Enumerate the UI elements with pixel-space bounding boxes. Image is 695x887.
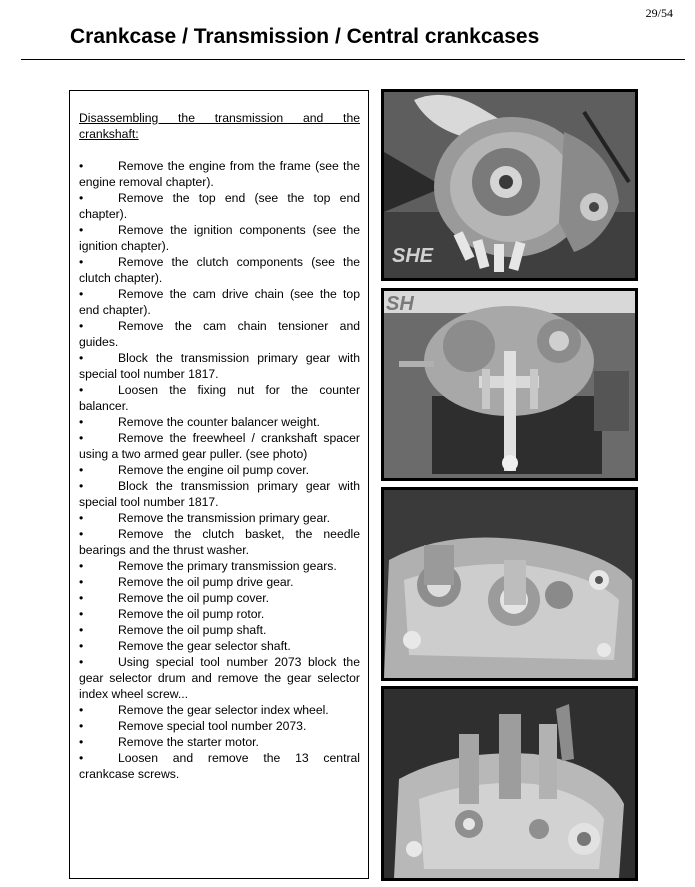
title-divider bbox=[21, 59, 685, 60]
photo-crankcase-stand bbox=[381, 89, 638, 281]
step-item bbox=[79, 734, 360, 750]
step-text: Remove the transmission primary gear. bbox=[118, 511, 331, 525]
step-text: Remove the freewheel / crankshaft spacer using a two armed gear puller. (see photo) bbox=[79, 431, 360, 461]
step-text: Remove the clutch components (see the clutch chapter). bbox=[79, 255, 360, 285]
bullet: • bbox=[79, 431, 84, 445]
bullet: • bbox=[79, 319, 84, 333]
step-item bbox=[79, 590, 360, 606]
bullet: • bbox=[79, 735, 84, 749]
step-text: Remove the oil pump rotor. bbox=[118, 607, 265, 621]
step-item bbox=[79, 718, 360, 734]
step-item bbox=[79, 654, 360, 702]
bullet: • bbox=[79, 751, 84, 765]
step-text: Remove the cam drive chain (see the top end chapter). bbox=[79, 287, 360, 317]
svg-text:SHE: SHE bbox=[392, 245, 434, 267]
step-item bbox=[79, 286, 360, 318]
step-text: Remove the gear selector shaft. bbox=[118, 639, 291, 653]
section-heading-continued: crankshaft: bbox=[79, 127, 139, 141]
bullet: • bbox=[79, 719, 84, 733]
bullet: • bbox=[79, 255, 84, 269]
section-heading: Disassembling the transmission and the bbox=[79, 111, 360, 125]
bullet: • bbox=[79, 703, 84, 717]
step-text: Loosen the fixing nut for the counter balancer. bbox=[79, 383, 360, 413]
step-item bbox=[79, 574, 360, 590]
bullet: • bbox=[79, 575, 84, 589]
step-item bbox=[79, 478, 360, 510]
step-text: Remove the engine oil pump cover. bbox=[118, 463, 310, 477]
svg-text:SH: SH bbox=[386, 293, 414, 315]
bullet: • bbox=[79, 591, 84, 605]
step-text: Block the transmission primary gear with special tool number 1817. bbox=[79, 351, 360, 381]
bullet: • bbox=[79, 287, 84, 301]
photo-image bbox=[384, 291, 635, 478]
photo-image bbox=[384, 490, 635, 678]
step-text: Remove special tool number 2073. bbox=[118, 719, 307, 733]
step-item bbox=[79, 158, 360, 190]
step-item bbox=[79, 190, 360, 222]
photo-transmission-gears bbox=[381, 487, 638, 681]
bullet: • bbox=[79, 527, 84, 541]
step-text: Remove the oil pump shaft. bbox=[118, 623, 267, 637]
step-text: Remove the counter balancer weight. bbox=[118, 415, 320, 429]
step-item bbox=[79, 622, 360, 638]
step-item bbox=[79, 510, 360, 526]
step-text: Remove the oil pump cover. bbox=[118, 591, 270, 605]
bullet: • bbox=[79, 479, 84, 493]
bullet: • bbox=[79, 223, 84, 237]
step-item bbox=[79, 558, 360, 574]
step-item bbox=[79, 702, 360, 718]
step-item bbox=[79, 526, 360, 558]
step-item bbox=[79, 606, 360, 622]
step-item bbox=[79, 638, 360, 654]
step-text: Remove the engine from the frame (see the engine removal chapter). bbox=[79, 159, 360, 189]
step-text: Remove the primary transmission gears. bbox=[118, 559, 337, 573]
bullet: • bbox=[79, 639, 84, 653]
photo-central-crankcase bbox=[381, 686, 638, 881]
bullet: • bbox=[79, 351, 84, 365]
bullet: • bbox=[79, 623, 84, 637]
step-text: Loosen and remove the 13 central crankcase screws. bbox=[79, 751, 360, 781]
bullet: • bbox=[79, 607, 84, 621]
step-item bbox=[79, 222, 360, 254]
step-text: Block the transmission primary gear with special tool number 1817. bbox=[79, 479, 360, 509]
step-item bbox=[79, 414, 360, 430]
step-item bbox=[79, 254, 360, 286]
step-text: Using special tool number 2073 block the gear selector drum and remove the gear selector index wheel screw... bbox=[79, 655, 360, 701]
step-item bbox=[79, 430, 360, 462]
step-item bbox=[79, 462, 360, 478]
page-title: Crankcase / Transmission / Central crankcases bbox=[70, 25, 540, 48]
bullet: • bbox=[79, 559, 84, 573]
step-text: Remove the top end (see the top end chapter). bbox=[79, 191, 360, 221]
step-text: Remove the oil pump drive gear. bbox=[118, 575, 294, 589]
step-item bbox=[79, 750, 360, 782]
step-text: Remove the gear selector index wheel. bbox=[118, 703, 329, 717]
bullet: • bbox=[79, 511, 84, 525]
bullet: • bbox=[79, 159, 84, 173]
instructions-panel bbox=[69, 90, 369, 879]
step-text: Remove the clutch basket, the needle bearings and the thrust washer. bbox=[79, 527, 360, 557]
step-text: Remove the cam chain tensioner and guides. bbox=[79, 319, 360, 349]
photo-gear-puller bbox=[381, 288, 638, 481]
bullet: • bbox=[79, 191, 84, 205]
photo-image bbox=[384, 92, 635, 278]
photo-image bbox=[384, 689, 635, 878]
step-text: Remove the starter motor. bbox=[118, 735, 259, 749]
step-item bbox=[79, 382, 360, 414]
step-text: Remove the ignition components (see the ignition chapter). bbox=[79, 223, 360, 253]
steps-list bbox=[79, 158, 360, 782]
bullet: • bbox=[79, 463, 84, 477]
step-item bbox=[79, 318, 360, 350]
bullet: • bbox=[79, 655, 84, 669]
bullet: • bbox=[79, 383, 84, 397]
step-item bbox=[79, 350, 360, 382]
page-number: 29/54 bbox=[645, 6, 673, 20]
bullet: • bbox=[79, 415, 84, 429]
